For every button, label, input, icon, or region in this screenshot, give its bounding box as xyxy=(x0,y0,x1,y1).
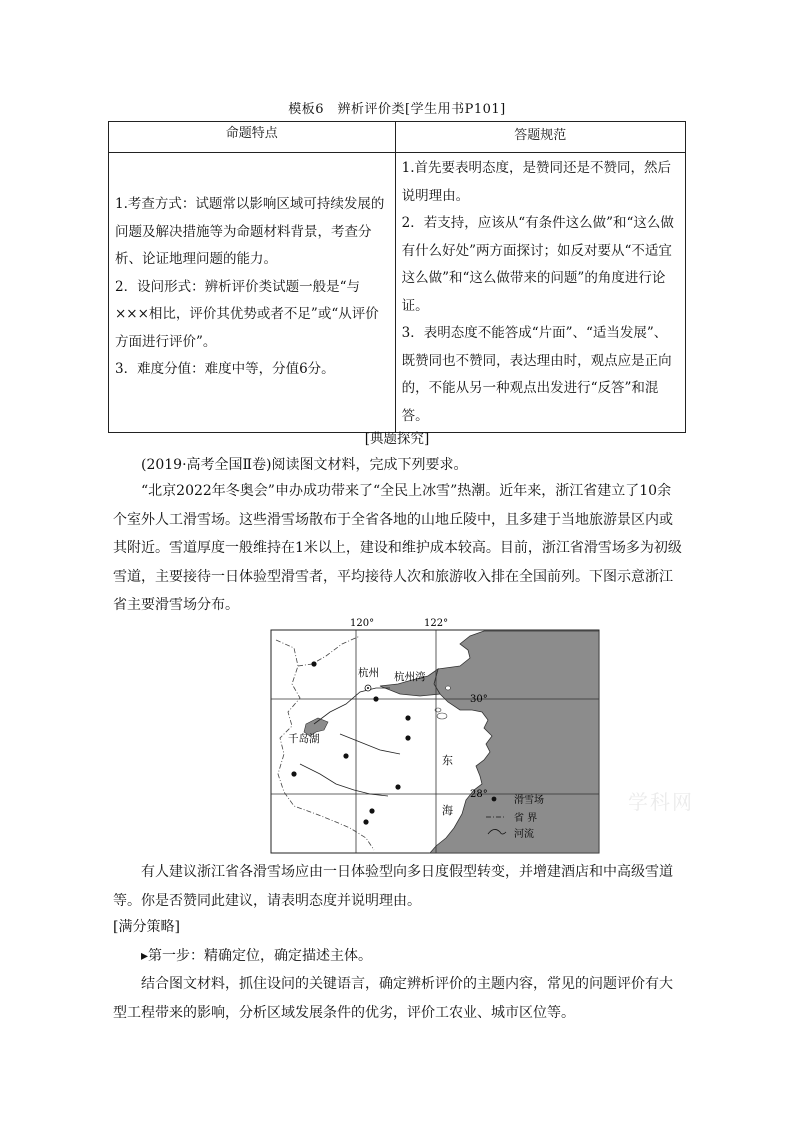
ski-resort-dot xyxy=(291,771,296,776)
lon-label-122: 122° xyxy=(424,618,449,629)
legend-ski-symbol xyxy=(492,797,497,802)
col2-item-2: 2．若支持，应该从“有条件这么做”和“这么做有什么好处”两方面探讨；如反对要从“不适宜这么做”和“这么做带来的问题”的角度进行论证。 xyxy=(401,215,674,314)
ski-resort-dot xyxy=(373,696,378,701)
col2-header: 答题规范 xyxy=(395,122,685,153)
city-label: 杭州 xyxy=(358,667,379,679)
ski-resort-dot xyxy=(343,753,348,758)
col1-item-2: 2．设问形式：辨析评价类试题一般是“与×××相比，评价其优势或者不足”或“从评价方面进行评价”。 xyxy=(115,278,379,350)
city-marker-dot xyxy=(367,687,369,689)
island xyxy=(437,713,447,719)
col1-item-3: 3．难度分值：难度中等，分值6分。 xyxy=(115,361,335,377)
lat-label-28: 28° xyxy=(470,789,488,800)
col1-header: 命题特点 xyxy=(109,122,396,153)
legend-ski-label: 滑雪场 xyxy=(514,795,544,806)
ski-resort-dot xyxy=(311,661,316,666)
ski-resort-dot xyxy=(405,735,410,740)
lake-label: 千岛湖 xyxy=(288,733,320,745)
col1-item-1: 1.考查方式：试题常以影响区域可持续发展的问题及解决措施等为命题材料背景，考查分析、论证地理问题的能力。 xyxy=(115,196,385,267)
ski-resort-dot xyxy=(395,784,400,789)
col2-item-3: 3．表明态度不能答成“片面”、“适当发展”、既赞同也不赞同，表达理由时，观点应是正向的，不能从另一种观点出发进行“反答”和混答。 xyxy=(401,325,672,424)
question-source: (2019·高考全国Ⅱ卷)阅读图文材料，完成下列要求。 xyxy=(141,457,468,473)
strategy-title: [满分策略] xyxy=(113,919,180,935)
col2-item-1: 1.首先要表明态度，是赞同还是不赞同，然后说明理由。 xyxy=(401,160,671,204)
strategy-step1-text: 结合图文材料，抓住设问的关键语言，确定辨析评价的主题内容，常见的问题评价有大型工程带来的影响，分析区域发展条件的优劣，评价工农业、城市区位等。 xyxy=(113,976,673,1021)
col1-cell xyxy=(109,153,396,433)
lat-label-30: 30° xyxy=(470,694,488,705)
ski-resort-dot xyxy=(369,808,374,813)
sea-label-2: 海 xyxy=(442,804,453,817)
question-prompt: 有人建议浙江省各滑雪场应由一日体验型向多日度假型转变，并增建酒店和中高级雪道等。你是否赞同此建议，请表明态度并说明理由。 xyxy=(113,864,673,909)
strategy-step1: ▸第一步：精确定位，确定描述主体。 xyxy=(141,947,373,964)
sea-label-1: 东 xyxy=(442,754,453,767)
section-title: [典题探究] xyxy=(364,431,430,447)
legend-boundary-label: 省 界 xyxy=(514,813,538,824)
ski-resort-dot xyxy=(363,819,368,824)
spec-table xyxy=(108,121,686,433)
lon-label-120: 120° xyxy=(350,618,375,629)
legend-river-label: 河流 xyxy=(514,829,534,840)
question-material: “北京2022年冬奥会”申办成功带来了“全民上冰雪”热潮。近年来，浙江省建立了10余个室外人工滑雪场。这些滑雪场散布于全省各地的山地丘陵中，且多建于当地旅游景区内或其附近。雪道厚度一般维持在1米以上，建设和维护成本较高。目前，浙江省滑雪场多为初级雪道，主要接待一日体验型滑雪者，平均接待人次和旅游收入排在全国前列。下图示意浙江省主要滑雪场分布。 xyxy=(113,483,682,613)
bay-label: 杭州湾 xyxy=(394,671,426,683)
col2-cell xyxy=(395,153,685,433)
zhejiang-ski-map xyxy=(270,614,600,854)
ski-resort-dot xyxy=(405,715,410,720)
watermark-text: 学科网 xyxy=(628,790,694,814)
island xyxy=(446,686,451,690)
page-title: 模板6 辨析评价类[学生用书P101] xyxy=(288,102,506,117)
